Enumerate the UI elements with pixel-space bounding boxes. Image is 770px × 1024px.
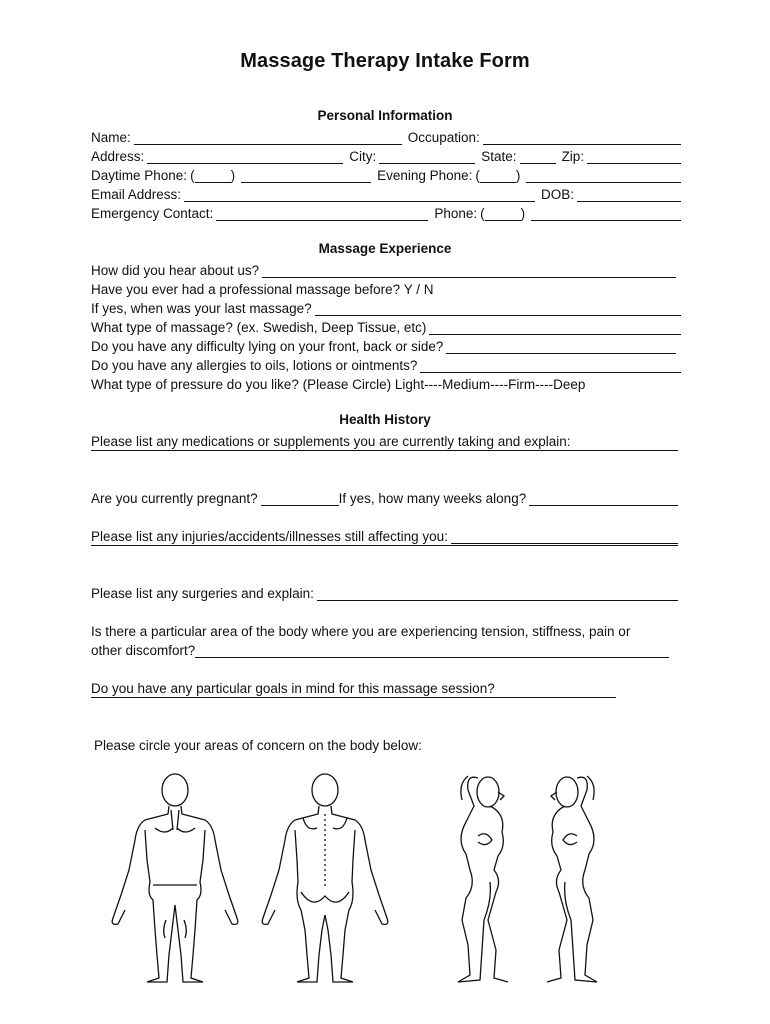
row-difficulty	[91, 336, 681, 354]
last-massage-label: If yes, when was your last massage?	[91, 301, 312, 316]
name-field[interactable]	[134, 131, 402, 145]
massage-type-label: What type of massage? (ex. Swedish, Deep Tissue, etc)	[91, 320, 427, 335]
goals-field[interactable]	[91, 697, 616, 698]
row-circle-instruction	[94, 735, 684, 753]
hear-field[interactable]	[262, 264, 676, 278]
body-diagrams	[95, 770, 655, 990]
pregnant-label: Are you currently pregnant?	[91, 491, 258, 506]
zip-field[interactable]	[587, 150, 681, 164]
occupation-label: Occupation:	[407, 130, 480, 145]
row-massage-type	[91, 317, 681, 335]
dob-label: DOB:	[541, 187, 575, 202]
row-pressure	[91, 374, 681, 392]
row-email-dob	[91, 184, 681, 202]
state-field[interactable]	[520, 150, 556, 164]
row-hear	[91, 260, 681, 278]
allergies-label: Do you have any allergies to oils, lotions or ointments?	[91, 358, 418, 373]
difficulty-label: Do you have any difficulty lying on your front, back or side?	[91, 339, 444, 354]
body-right-side-icon[interactable]	[458, 776, 508, 982]
weeks-field[interactable]	[529, 492, 678, 506]
massage-type-field[interactable]	[429, 321, 681, 335]
row-other-discomfort	[91, 640, 681, 658]
address-label: Address:	[91, 149, 145, 164]
hear-label: How did you hear about us?	[91, 263, 260, 278]
difficulty-field[interactable]	[446, 340, 676, 354]
allergies-field[interactable]	[420, 359, 681, 373]
body-front-icon[interactable]	[112, 774, 238, 982]
surgeries-field[interactable]	[317, 587, 678, 601]
weeks-label: If yes, how many weeks along?	[338, 491, 527, 506]
surgeries-label: Please list any surgeries and explain:	[91, 586, 314, 601]
goals-label: Do you have any particular goals in mind for this massage session?	[91, 681, 495, 696]
row-phones	[91, 165, 681, 183]
form-title: Massage Therapy Intake Form	[240, 50, 530, 72]
massage-before-question[interactable]: Have you ever had a professional massage before? Y / N	[91, 282, 434, 297]
phone-label: Phone:	[434, 206, 478, 221]
other-discomfort-label: other discomfort?	[91, 643, 196, 658]
emergency-area-code: ( )	[480, 206, 526, 221]
injuries-field[interactable]	[451, 530, 678, 544]
evening-phone-field[interactable]	[526, 169, 681, 183]
email-label: Email Address:	[91, 187, 182, 202]
row-emergency	[91, 203, 681, 221]
dob-field[interactable]	[577, 188, 681, 202]
email-field[interactable]	[184, 188, 535, 202]
row-tension	[91, 621, 681, 639]
occupation-field[interactable]	[483, 131, 681, 145]
row-injuries	[91, 526, 681, 544]
body-left-side-icon[interactable]	[547, 776, 597, 982]
circle-instruction: Please circle your areas of concern on the body below:	[94, 738, 422, 753]
daytime-area-code: ( )	[190, 168, 236, 183]
evening-area-code: ( )	[475, 168, 521, 183]
zip-label: Zip:	[561, 149, 585, 164]
state-label: State:	[481, 149, 517, 164]
section-personal-information: Personal Information	[317, 108, 453, 123]
pregnant-field[interactable]	[261, 492, 339, 506]
row-before	[91, 279, 681, 297]
injuries-field-line-2[interactable]	[91, 545, 678, 546]
daytime-phone-label: Daytime Phone:	[91, 168, 188, 183]
row-surgeries	[91, 583, 681, 601]
row-name-occupation	[91, 127, 681, 145]
last-massage-field[interactable]	[315, 302, 681, 316]
emergency-phone-field[interactable]	[531, 207, 681, 221]
row-medications	[91, 431, 681, 449]
row-allergies	[91, 355, 681, 373]
body-diagram-svg	[95, 770, 655, 990]
daytime-area-code-field[interactable]	[195, 169, 231, 183]
emergency-contact-label: Emergency Contact:	[91, 206, 214, 221]
name-label: Name:	[91, 130, 131, 145]
row-goals	[91, 678, 681, 696]
city-label: City:	[349, 149, 377, 164]
evening-area-code-field[interactable]	[480, 169, 516, 183]
city-field[interactable]	[379, 150, 475, 164]
body-back-icon[interactable]	[262, 774, 388, 982]
section-health-history: Health History	[339, 412, 431, 427]
section-massage-experience: Massage Experience	[318, 241, 452, 256]
row-pregnant	[91, 488, 681, 506]
emergency-contact-field[interactable]	[216, 207, 428, 221]
pressure-question[interactable]: What type of pressure do you like? (Please Circle) Light----Medium----Firm----Deep	[91, 377, 586, 392]
row-last-massage	[91, 298, 681, 316]
daytime-phone-field[interactable]	[241, 169, 371, 183]
row-address	[91, 146, 681, 164]
medications-label: Please list any medications or supplements you are currently taking and explain:	[91, 434, 571, 449]
other-discomfort-field[interactable]	[195, 644, 669, 658]
emergency-area-code-field[interactable]	[485, 207, 521, 221]
address-field[interactable]	[147, 150, 343, 164]
injuries-label: Please list any injuries/accidents/illnesses still affecting you:	[91, 529, 448, 544]
medications-field[interactable]	[91, 450, 678, 451]
evening-phone-label: Evening Phone:	[377, 168, 473, 183]
tension-label: Is there a particular area of the body where you are experiencing tension, stiffness, pain or	[91, 624, 631, 639]
